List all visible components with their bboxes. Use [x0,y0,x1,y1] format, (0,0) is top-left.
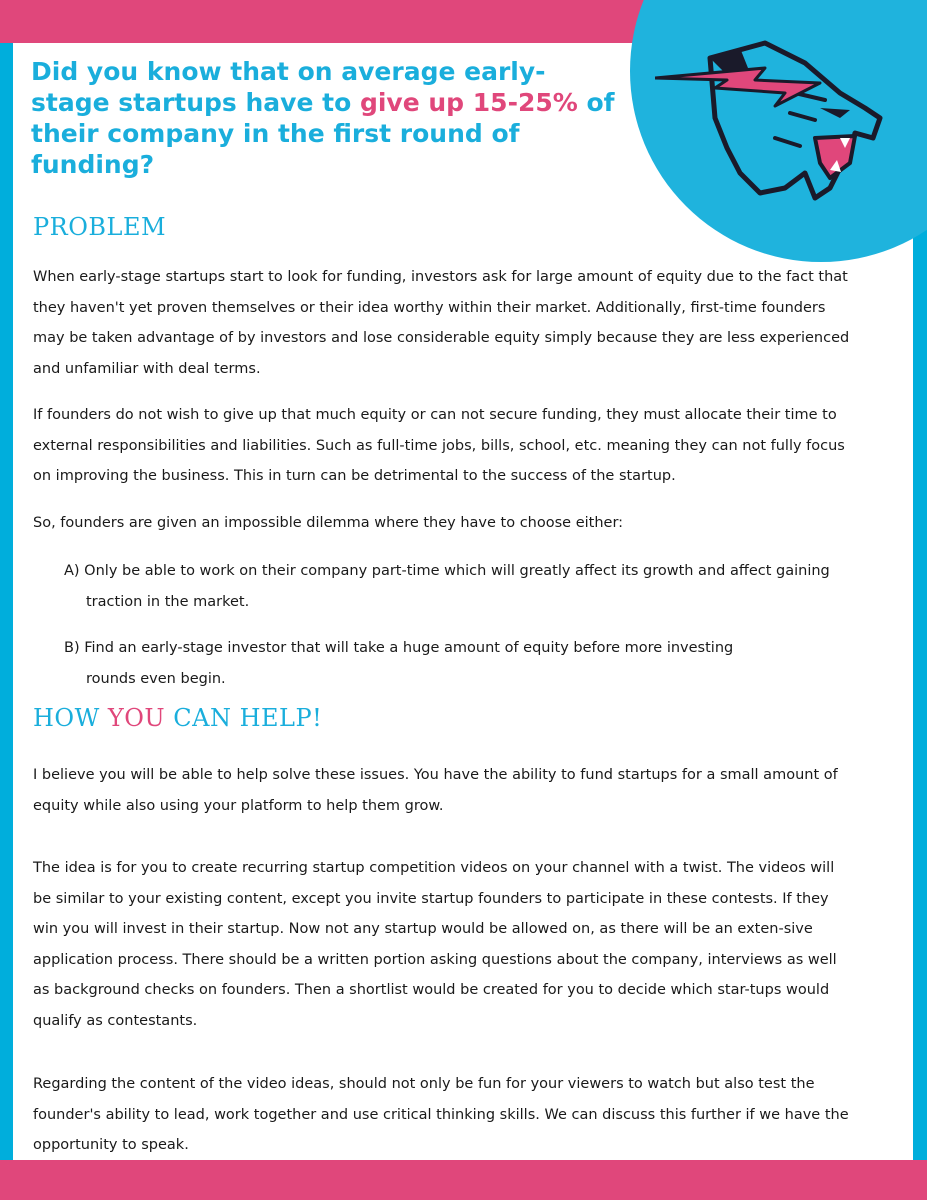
help-paragraph-3: Regarding the content of the video ideas, should not only be fun for your viewers to watch but also test the founder's ability to lead, work together and use critical thinking skills. We can discuss this further if we have the opportunity to speak. [33,1076,849,1153]
option-b-line2: rounds even begin. [86,670,226,687]
problem-section-title: PROBLEM [33,213,167,241]
headline-part2: of their company in the first round of funding? [31,88,615,179]
problem-paragraph-1: When early-stage startups start to look for funding, investors ask for large amount of equity due to the fact that they haven't yet proven themselves or their idea worthy within their market. Additionally, first-time founders may be taken advantage of by investors and lose considerable equity simply because they are less experienced and unfamiliar with deal terms. [33,269,850,377]
option-a [64,556,854,617]
problem-paragraph-2: If founders do not wish to give up that much equity or can not secure funding, they must allocate their time to external responsibilities and liabilities. Such as full-time jobs, bills, school, etc. meaning they can not fully focus on improving the business. This in turn can be detrimental to the success of the startup. [33,407,845,484]
option-a-line2: traction in the market. [86,593,250,610]
problem-paragraph-3: So, founders are given an impossible dilemma where they have to choose either: [33,515,624,531]
bottom-accent-bar [0,1160,927,1200]
help-paragraph-2: The idea is for you to create recurring startup competition videos on your channel with a twist. The videos will be similar to your existing content, except you invite startup founders to participate in these contests. If they win you will invest in their startup. Now not any startup would be allowed on, as there will be an exten-sive application process. There should be a written portion asking questions about the company, interviews as well as background checks on founders. Then a shortlist would be created for you to decide which star-tups would qualify as contestants. [33,860,837,1029]
left-frame-bar [0,0,13,1200]
help-title-part1: HOW [33,704,108,732]
headline-part1: Did you know that on average early-stage startups have to [31,57,546,117]
headline-highlight: give up 15-25% [359,88,578,117]
option-a-line1: A) Only be able to work on their company part-time which will greatly affect its growth and affect gaining [64,563,830,579]
help-title-part2: CAN HELP! [165,704,323,732]
headline [31,56,621,180]
panther-lightning-logo-icon [655,38,885,208]
option-b [64,633,854,694]
help-section-title [33,704,322,732]
option-b-line1: B) Find an early-stage investor that will take a huge amount of equity before more investing [64,640,734,656]
help-paragraph-1: I believe you will be able to help solve these issues. You have the ability to fund startups for a small amount of equity while also using your platform to help them grow. [33,767,838,814]
help-title-highlight: YOU [107,704,166,732]
